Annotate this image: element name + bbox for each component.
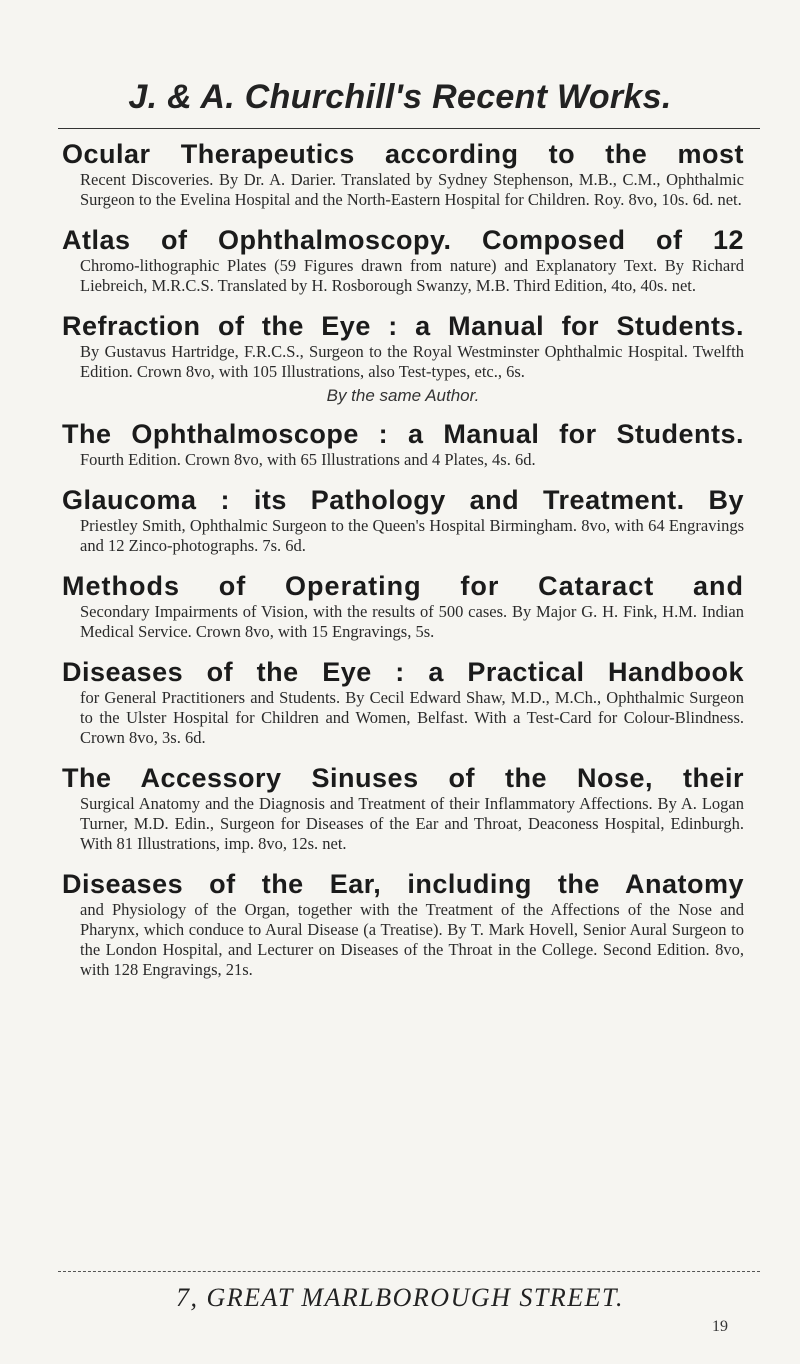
- entry-description: Fourth Edition. Crown 8vo, with 65 Illustrations and 4 Plates, 4s. 6d.: [80, 450, 536, 469]
- page-number: 19: [712, 1318, 728, 1335]
- entry-title: Diseases of the Ear, including the Anatomy: [62, 869, 744, 899]
- entry-title: Methods of Operating for Cataract and: [62, 571, 744, 601]
- entry-title: Ocular Therapeutics according to the most: [62, 139, 744, 169]
- catalogue-entry: [62, 656, 744, 748]
- catalogue-list: [62, 138, 744, 994]
- catalogue-entry: [62, 138, 744, 210]
- entry-title: The Ophthalmoscope : a Manual for Students.: [62, 419, 744, 449]
- entry-description: Priestley Smith, Ophthalmic Surgeon to the Queen's Hospital Birmingham. 8vo, with 64 Engravings and 12 Zinco-photographs. 7s. 6d.: [80, 516, 744, 555]
- header-rule: [58, 128, 760, 129]
- entry-title: The Accessory Sinuses of the Nose, their: [62, 763, 744, 793]
- entry-title: Atlas of Ophthalmoscopy. Composed of 12: [62, 225, 744, 255]
- entry-title: Glaucoma : its Pathology and Treatment. By: [62, 485, 744, 515]
- entry-description: Secondary Impairments of Vision, with the results of 500 cases. By Major G. H. Fink, H.M. Indian Medical Service. Crown 8vo, with 15 Engravings, 5s.: [80, 602, 744, 641]
- catalogue-entry: [62, 224, 744, 296]
- entry-description: By Gustavus Hartridge, F.R.C.S., Surgeon to the Royal Westminster Ophthalmic Hospital. Twelfth Edition. Crown 8vo, with 105 Illustrations, also Test-types, etc., 6s.: [80, 342, 744, 381]
- catalogue-entry: [62, 484, 744, 556]
- catalogue-entry: [62, 868, 744, 980]
- catalogue-entry: [62, 762, 744, 854]
- footer-rule: [58, 1271, 760, 1272]
- page-header: J. & A. Churchill's Recent Works.: [128, 78, 672, 116]
- entry-description: Recent Discoveries. By Dr. A. Darier. Translated by Sydney Stephenson, M.B., C.M., Ophthalmic Surgeon to the Evelina Hospital and the North-Eastern Hospital for Children. Roy. 8vo, 10s. 6d. net.: [80, 170, 744, 209]
- byline: By the same Author.: [326, 386, 480, 405]
- entry-description: Chromo-lithographic Plates (59 Figures drawn from nature) and Explanatory Text. By Richard Liebreich, M.R.C.S. Translated by H. Rosborough Swanzy, M.B. Third Edition, 4to, 40s. net.: [80, 256, 744, 295]
- publisher-address: 7, GREAT MARLBOROUGH STREET.: [175, 1283, 625, 1312]
- entry-description: and Physiology of the Organ, together with the Treatment of the Affections of the Nose and Pharynx, which conduce to Aural Disease (a Treatise). By T. Mark Hovell, Senior Aural Surgeon to the London Hospital, and Lecturer on Diseases of the Throat in the College. Second Edition. 8vo, with 128 Engravings, 21s.: [80, 900, 744, 979]
- catalogue-entry: [62, 418, 744, 470]
- entry-title: Refraction of the Eye : a Manual for Students.: [62, 311, 744, 341]
- entry-description: Surgical Anatomy and the Diagnosis and Treatment of their Inflammatory Affections. By A. Logan Turner, M.D. Edin., Surgeon for Diseases of the Ear and Throat, Deaconess Hospital, Edinburgh. With 81 Illustrations, imp. 8vo, 12s. net.: [80, 794, 744, 853]
- entry-title: Diseases of the Eye : a Practical Handbook: [62, 657, 744, 687]
- catalogue-entry: [62, 570, 744, 642]
- catalogue-entry: [62, 310, 744, 382]
- entry-description: for General Practitioners and Students. By Cecil Edward Shaw, M.D., M.Ch., Ophthalmic Surgeon to the Ulster Hospital for Children and Women, Belfast. With a Test-Card for Colour-Blindness. Crown 8vo, 3s. 6d.: [80, 688, 744, 747]
